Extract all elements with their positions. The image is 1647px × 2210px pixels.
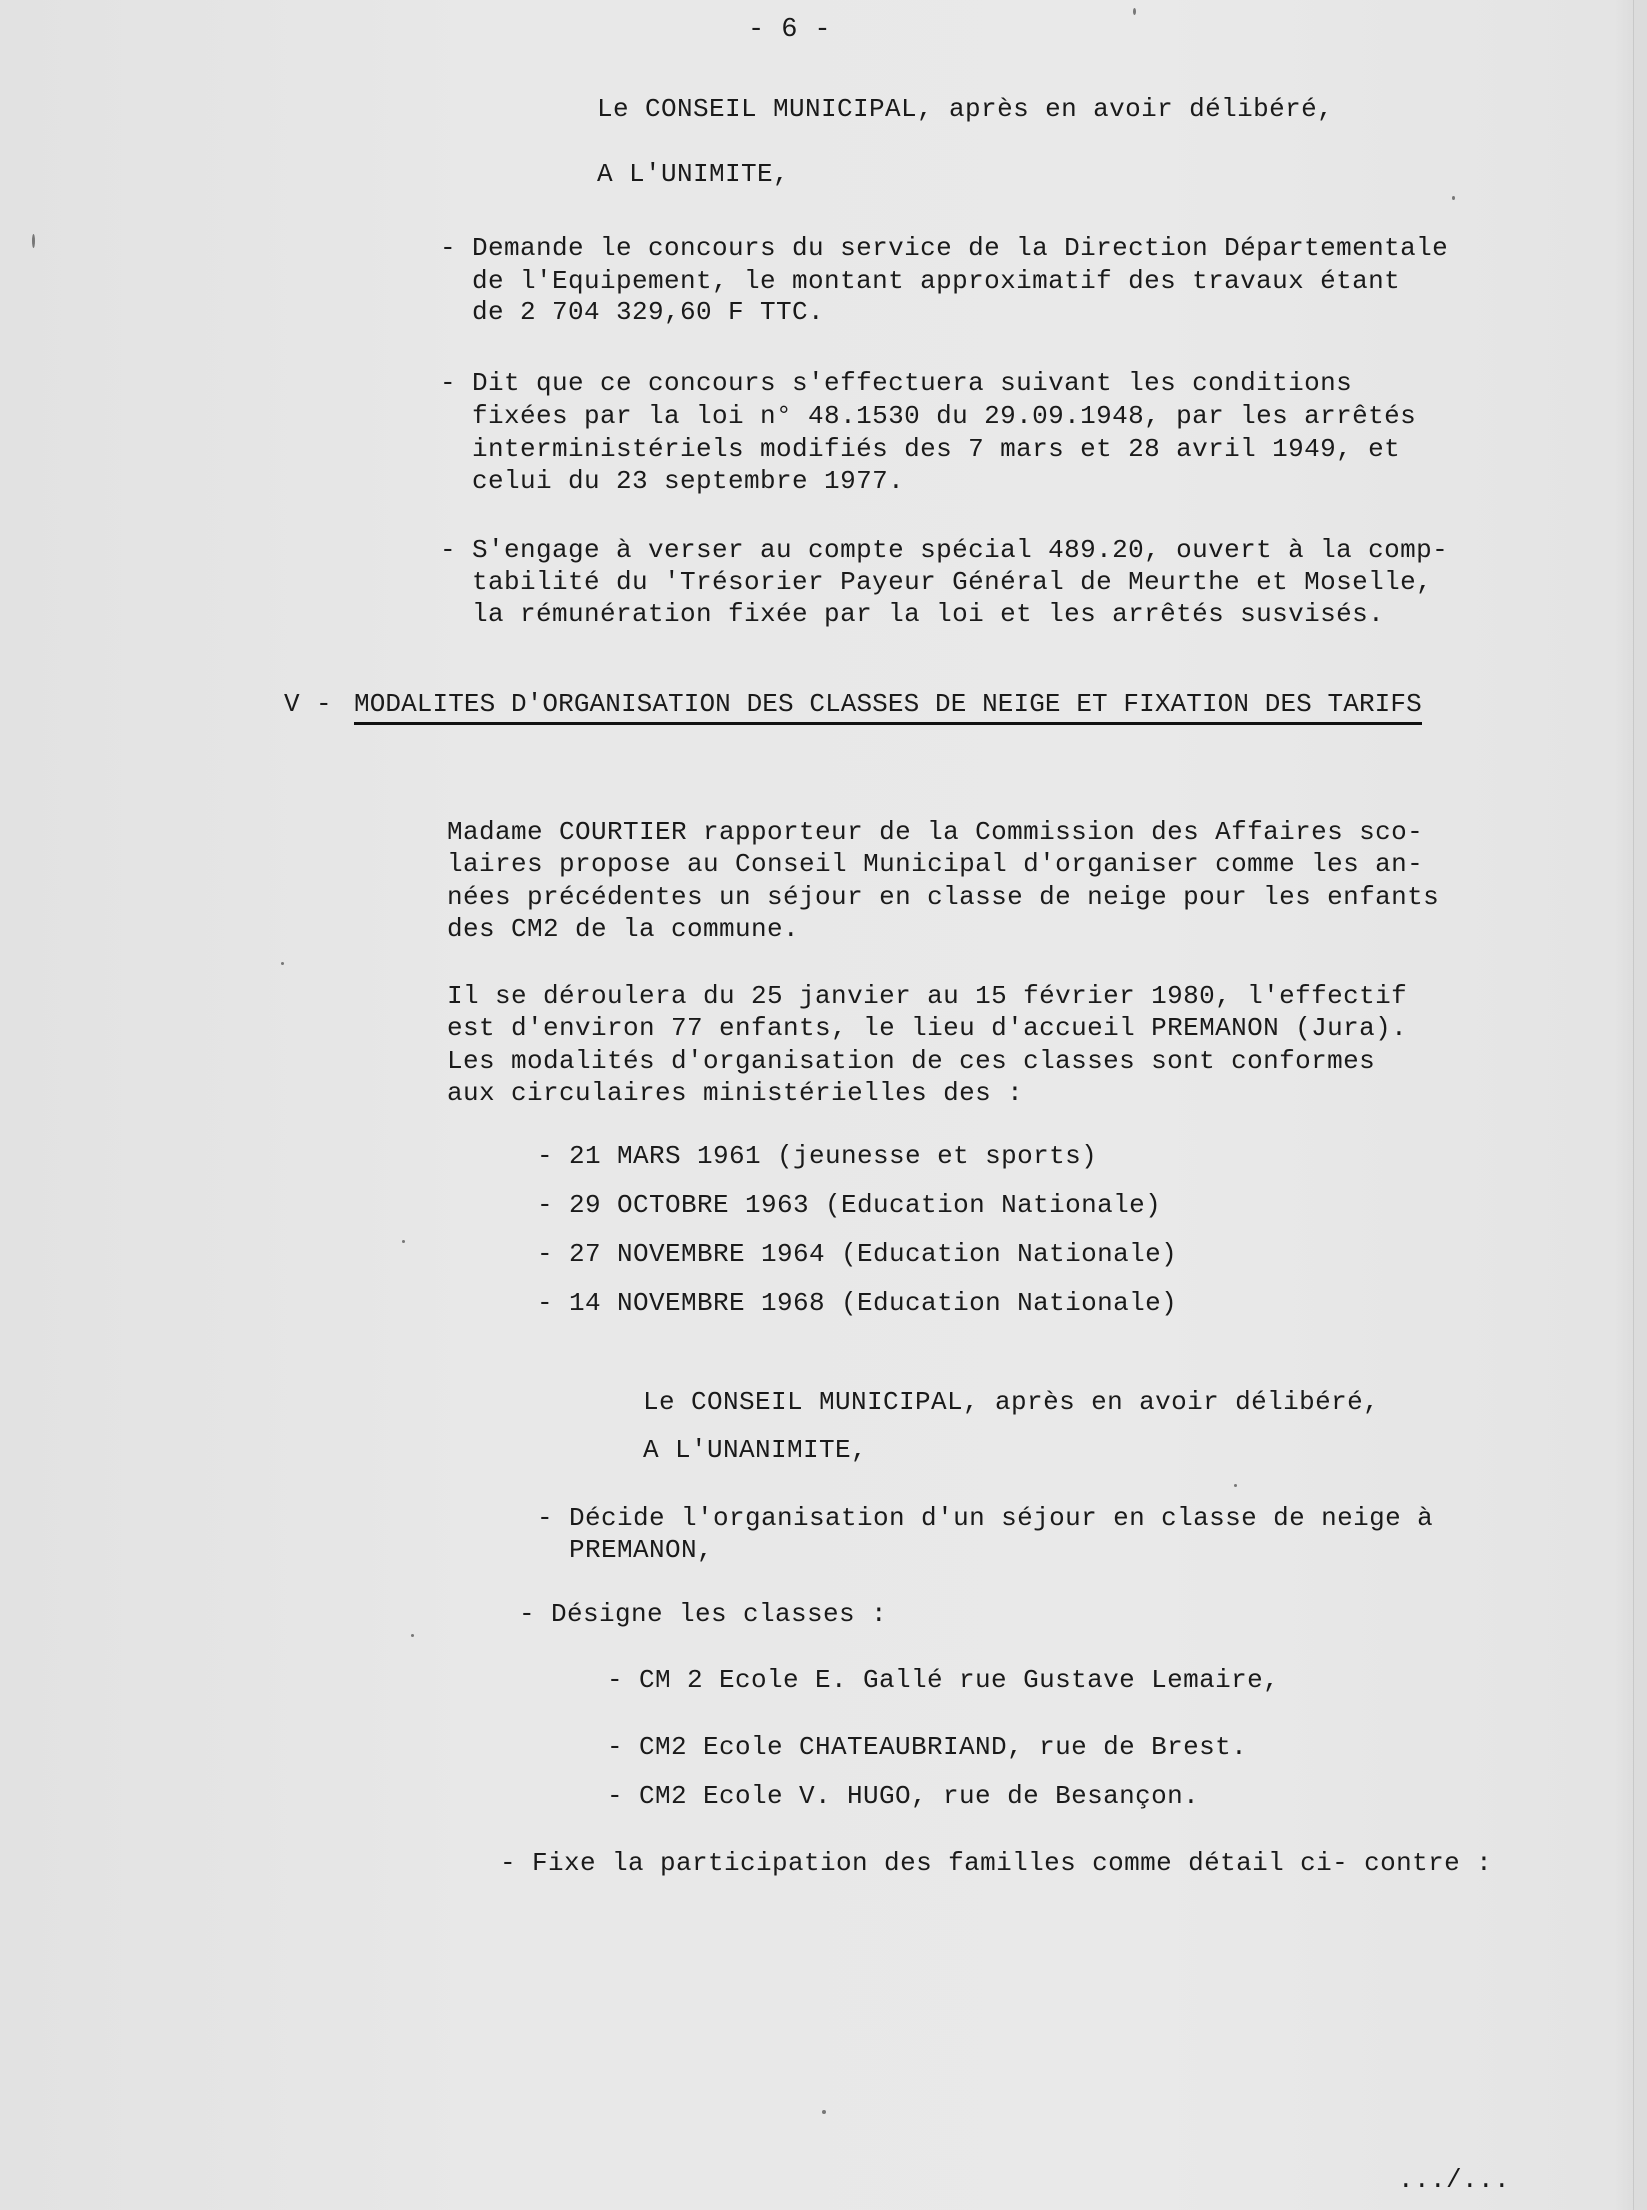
list-item: - 14 NOVEMBRE 1968 (Education Nationale) [537, 1288, 1178, 1318]
page-edge [1633, 0, 1647, 2210]
text-line: PREMANON, [537, 1535, 714, 1565]
resolution-item-fixe: - Fixe la participation des familles comme détail ci- contre : [500, 1848, 1493, 1878]
text-line: tabilité du 'Trésorier Payeur Général de Meurthe et Moselle, [440, 567, 1433, 597]
page-number: - 6 - [748, 15, 832, 45]
scan-speck [822, 2110, 826, 2114]
list-item: - 29 OCTOBRE 1963 (Education Nationale) [537, 1190, 1162, 1220]
list-item: - 21 MARS 1961 (jeunesse et sports) [537, 1141, 1098, 1171]
text-line: Madame COURTIER rapporteur de la Commission des Affaires sco- [447, 817, 1424, 847]
scan-speck [1452, 196, 1455, 200]
scan-speck [281, 962, 284, 965]
list-item: - CM2 Ecole CHATEAUBRIAND, rue de Brest. [607, 1732, 1248, 1762]
text-line: - S'engage à verser au compte spécial 489.20, ouvert à la comp- [440, 535, 1449, 565]
text-line: Les modalités d'organisation de ces classes sont conformes [447, 1046, 1376, 1076]
text-line: - Demande le concours du service de la Direction Départementale [440, 233, 1449, 263]
text-line: fixées par la loi n° 48.1530 du 29.09.1948, par les arrêtés [440, 401, 1417, 431]
text-line: laires propose au Conseil Municipal d'organiser comme les an- [447, 849, 1424, 879]
text-line: Il se déroulera du 25 janvier au 15 février 1980, l'effectif [447, 981, 1408, 1011]
resolution-intro: Le CONSEIL MUNICIPAL, après en avoir délibéré, [597, 94, 1334, 124]
text-line: la rémunération fixée par la loi et les arrêtés susvisés. [440, 599, 1385, 629]
text-line: de 2 704 329,60 F TTC. [440, 297, 825, 327]
resolution-vote: A L'UNANIMITE, [643, 1435, 868, 1465]
text-line: interministériels modifiés des 7 mars et 28 avril 1949, et [440, 434, 1401, 464]
section-title: MODALITES D'ORGANISATION DES CLASSES DE NEIGE ET FIXATION DES TARIFS [354, 688, 1422, 725]
list-item: - 27 NOVEMBRE 1964 (Education Nationale) [537, 1239, 1178, 1269]
list-item: - CM 2 Ecole E. Gallé rue Gustave Lemaire, [607, 1665, 1280, 1695]
text-line: celui du 23 septembre 1977. [440, 466, 905, 496]
text-line: - Décide l'organisation d'un séjour en classe de neige à [537, 1503, 1434, 1533]
text-line: - Dit que ce concours s'effectuera suivant les conditions [440, 368, 1353, 398]
scan-speck [1234, 1484, 1237, 1487]
text-line: est d'environ 77 enfants, le lieu d'accueil PREMANON (Jura). [447, 1013, 1408, 1043]
text-line: des CM2 de la commune. [447, 914, 800, 944]
list-item: - CM2 Ecole V. HUGO, rue de Besançon. [607, 1781, 1200, 1811]
scan-speck [411, 1634, 414, 1637]
scan-speck [32, 234, 35, 248]
text-line: de l'Equipement, le montant approximatif des travaux étant [440, 266, 1401, 296]
scan-speck [402, 1240, 405, 1243]
text-line: aux circulaires ministérielles des : [447, 1078, 1024, 1108]
continuation-mark: .../... [1398, 2165, 1511, 2195]
resolution-vote: A L'UNIMITE, [597, 159, 790, 189]
section-number: V - [284, 689, 333, 719]
scan-speck [1133, 8, 1136, 15]
resolution-intro: Le CONSEIL MUNICIPAL, après en avoir délibéré, [643, 1387, 1380, 1417]
text-line: nées précédentes un séjour en classe de neige pour les enfants [447, 882, 1440, 912]
resolution-item-designe: - Désigne les classes : [519, 1599, 888, 1629]
